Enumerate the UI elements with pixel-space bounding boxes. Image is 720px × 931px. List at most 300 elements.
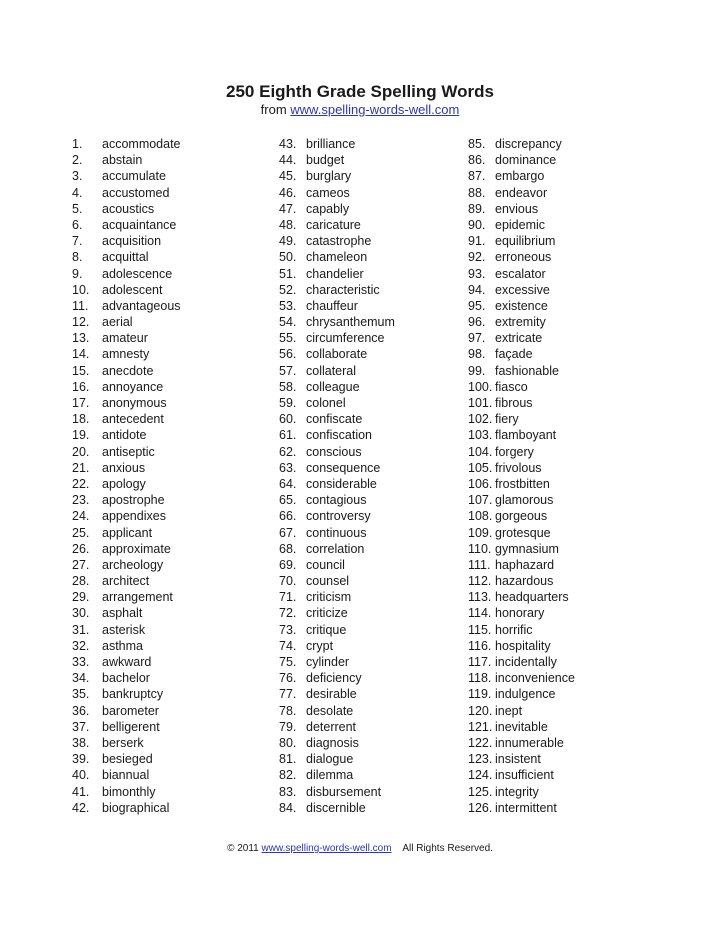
footer-rights: All Rights Reserved.: [402, 843, 493, 854]
word-list-item: [72, 686, 272, 702]
word-number: 60.: [279, 412, 297, 427]
word-list-item: [279, 719, 479, 735]
word-number: 35.: [72, 687, 90, 702]
spelling-word: glamorous: [495, 493, 554, 508]
spelling-word: asthma: [102, 638, 143, 653]
word-number: 11.: [72, 298, 89, 313]
spelling-word: confiscate: [306, 412, 363, 427]
word-list-item: [279, 217, 479, 233]
word-list-item: [468, 363, 668, 379]
spelling-word: asterisk: [102, 622, 146, 637]
spelling-word: characteristic: [306, 282, 380, 297]
word-list-item: [72, 152, 272, 168]
spelling-word: burglary: [306, 169, 352, 184]
spelling-word: anecdote: [102, 363, 154, 378]
source-link[interactable]: www.spelling-words-well.com: [290, 102, 460, 117]
spelling-word: innumerable: [495, 735, 564, 750]
word-number: 22.: [72, 476, 90, 491]
spelling-word: acquaintance: [102, 217, 177, 232]
word-list-item: [279, 605, 479, 621]
word-number: 121.: [468, 719, 493, 734]
word-list-item: [468, 670, 668, 686]
spelling-word: desolate: [306, 703, 354, 718]
word-number: 122.: [468, 735, 493, 750]
subtitle-prefix: from: [260, 102, 291, 117]
word-number: 108.: [468, 509, 493, 524]
spelling-word: integrity: [495, 784, 539, 799]
word-number: 113.: [468, 590, 492, 605]
word-list-item: [279, 638, 479, 654]
word-list-item: [468, 541, 668, 557]
word-number: 91.: [468, 234, 486, 249]
word-number: 61.: [279, 428, 297, 443]
word-list-item: [468, 395, 668, 411]
word-number: 62.: [279, 444, 297, 459]
word-list-item: [279, 266, 479, 282]
word-number: 52.: [279, 282, 297, 297]
word-number: 38.: [72, 735, 90, 750]
word-list-item: [468, 622, 668, 638]
word-list-item: [468, 168, 668, 184]
word-number: 46.: [279, 185, 297, 200]
spelling-word: discrepancy: [495, 137, 562, 151]
spelling-word: contagious: [306, 493, 367, 508]
spelling-word: flamboyant: [495, 428, 557, 443]
spelling-word: apostrophe: [102, 493, 165, 508]
word-number: 21.: [72, 460, 90, 475]
word-list-item: [72, 605, 272, 621]
spelling-word: existence: [495, 298, 548, 313]
word-list-item: [72, 427, 272, 443]
spelling-word: colonel: [306, 396, 346, 410]
word-number: 118.: [468, 671, 492, 686]
word-list-item: [72, 573, 272, 589]
word-list-item: [279, 573, 479, 589]
word-list-item: [72, 476, 272, 492]
spelling-word: dialogue: [306, 752, 354, 767]
spelling-word: extremity: [495, 315, 546, 330]
word-list-item: [468, 476, 668, 492]
word-number: 88.: [468, 185, 486, 200]
word-list-item: [279, 767, 479, 783]
word-list-item: [279, 525, 479, 541]
word-number: 85.: [468, 137, 486, 151]
word-list-item: [468, 751, 668, 767]
word-list-item: [468, 686, 668, 702]
spelling-word: disbursement: [306, 784, 382, 799]
spelling-word: envious: [495, 201, 539, 216]
spelling-word: counsel: [306, 574, 350, 589]
spelling-word: insufficient: [495, 768, 554, 783]
word-list-item: [72, 784, 272, 800]
spelling-word: chameleon: [306, 250, 368, 265]
word-number: 125.: [468, 784, 493, 799]
word-number: 80.: [279, 735, 297, 750]
word-number: 1.: [72, 137, 83, 151]
word-number: 95.: [468, 298, 486, 313]
spelling-word: belligerent: [102, 719, 160, 734]
spelling-word: critique: [306, 622, 347, 637]
page-subtitle: [0, 102, 720, 118]
word-number: 26.: [72, 541, 90, 556]
word-number: 16.: [72, 379, 90, 394]
spelling-word: colleague: [306, 379, 360, 394]
word-number: 58.: [279, 379, 297, 394]
spelling-word: inevitable: [495, 719, 548, 734]
spelling-word: fibrous: [495, 396, 533, 410]
spelling-word: deficiency: [306, 671, 362, 686]
word-number: 87.: [468, 169, 486, 184]
page-title: 250 Eighth Grade Spelling Words: [226, 82, 494, 101]
word-number: 48.: [279, 217, 297, 232]
word-list-item: [468, 152, 668, 168]
word-number: 116.: [468, 638, 492, 653]
word-number: 94.: [468, 282, 486, 297]
word-list-item: [279, 379, 479, 395]
word-list-item: [468, 282, 668, 298]
spelling-word: frostbitten: [495, 476, 550, 491]
spelling-word: budget: [306, 153, 345, 168]
word-number: 14.: [72, 347, 90, 362]
word-number: 111.: [468, 557, 491, 572]
word-number: 123.: [468, 752, 493, 767]
word-number: 7.: [72, 234, 83, 249]
word-list-item: [468, 185, 668, 201]
spelling-word: architect: [102, 574, 150, 589]
spelling-word: dominance: [495, 153, 557, 168]
word-list-item: [468, 654, 668, 670]
word-number: 3.: [72, 169, 83, 184]
spelling-word: correlation: [306, 541, 365, 556]
word-list-item: [468, 346, 668, 362]
word-list-item: [279, 703, 479, 719]
word-number: 104.: [468, 444, 493, 459]
spelling-word: horrific: [495, 622, 533, 637]
spelling-word: bankruptcy: [102, 687, 164, 702]
word-number: 79.: [279, 719, 297, 734]
word-list-item: [279, 444, 479, 460]
word-list-item: [279, 314, 479, 330]
spelling-word: incidentally: [495, 655, 557, 669]
word-list-item: [72, 557, 272, 573]
footer-link[interactable]: www.spelling-words-well.com: [261, 843, 392, 854]
spelling-word: inconvenience: [495, 671, 575, 686]
word-list-item: [279, 508, 479, 524]
spelling-word: criticize: [306, 606, 348, 621]
word-list-item: [468, 266, 668, 282]
word-list-item: [468, 330, 668, 346]
word-number: 49.: [279, 234, 297, 249]
word-number: 90.: [468, 217, 486, 232]
word-list-item: [72, 136, 272, 152]
spelling-word: adolescence: [102, 266, 173, 281]
word-list-item: [72, 703, 272, 719]
spelling-word: grotesque: [495, 525, 551, 540]
word-list-item: [72, 622, 272, 638]
spelling-word: criticism: [306, 590, 352, 605]
spelling-word: antidote: [102, 428, 147, 443]
spelling-word: insistent: [495, 752, 541, 767]
word-list-item: [72, 751, 272, 767]
spelling-word: epidemic: [495, 217, 546, 232]
spelling-word: asphalt: [102, 606, 143, 621]
word-column-2: [279, 136, 479, 816]
word-number: 74.: [279, 638, 297, 653]
spelling-word: chauffeur: [306, 298, 358, 313]
word-number: 53.: [279, 298, 297, 313]
spelling-word: anonymous: [102, 396, 167, 410]
spelling-word: fashionable: [495, 363, 559, 378]
word-number: 34.: [72, 671, 90, 686]
word-number: 15.: [72, 363, 90, 378]
spelling-word: amnesty: [102, 347, 150, 362]
spelling-word: hazardous: [495, 574, 554, 589]
word-list-item: [279, 800, 479, 816]
spelling-word: antiseptic: [102, 444, 155, 459]
word-list-item: [279, 735, 479, 751]
word-list-item: [72, 379, 272, 395]
word-number: 30.: [72, 606, 90, 621]
spelling-word: biannual: [102, 768, 150, 783]
word-number: 78.: [279, 703, 297, 718]
word-list-item: [72, 298, 272, 314]
word-number: 23.: [72, 493, 90, 508]
word-number: 67.: [279, 525, 297, 540]
spelling-word: consequence: [306, 460, 381, 475]
word-number: 93.: [468, 266, 486, 281]
word-list-item: [468, 427, 668, 443]
word-number: 24.: [72, 509, 90, 524]
word-list-item: [72, 330, 272, 346]
word-number: 110.: [468, 541, 492, 556]
word-number: 17.: [72, 396, 90, 410]
word-column-3: [468, 136, 668, 816]
word-list-item: [468, 703, 668, 719]
word-number: 117.: [468, 655, 492, 669]
word-number: 39.: [72, 752, 90, 767]
word-list-item: [279, 670, 479, 686]
spelling-word: arrangement: [102, 590, 173, 605]
spelling-word: endeavor: [495, 185, 548, 200]
spelling-word: capably: [306, 201, 350, 216]
word-list-item: [468, 314, 668, 330]
word-number: 36.: [72, 703, 90, 718]
word-list-item: [279, 751, 479, 767]
word-number: 72.: [279, 606, 297, 621]
spelling-word: fiasco: [495, 379, 528, 394]
word-number: 19.: [72, 428, 90, 443]
spelling-word: caricature: [306, 217, 361, 232]
spelling-word: advantageous: [102, 298, 181, 313]
word-list-item: [468, 201, 668, 217]
word-list-item: [279, 492, 479, 508]
spelling-word: collaborate: [306, 347, 368, 362]
word-list-item: [72, 363, 272, 379]
word-number: 98.: [468, 347, 486, 362]
spelling-word: cylinder: [306, 655, 350, 669]
word-list-item: [279, 622, 479, 638]
word-list-item: [279, 589, 479, 605]
spelling-word: circumference: [306, 331, 385, 346]
spelling-word: considerable: [306, 476, 377, 491]
word-list-item: [468, 233, 668, 249]
word-list-item: [468, 557, 668, 573]
word-number: 28.: [72, 574, 90, 589]
word-list-item: [468, 525, 668, 541]
spelling-word: headquarters: [495, 590, 569, 605]
word-number: 64.: [279, 476, 297, 491]
word-number: 25.: [72, 525, 90, 540]
spelling-word: acquisition: [102, 234, 162, 249]
footer-copyright: © 2011: [227, 843, 259, 854]
word-list-item: [279, 185, 479, 201]
word-number: 54.: [279, 315, 297, 330]
word-list-item: [72, 282, 272, 298]
word-number: 114.: [468, 606, 492, 621]
word-list-item: [279, 395, 479, 411]
spelling-word: annoyance: [102, 379, 164, 394]
word-number: 69.: [279, 557, 297, 572]
word-number: 115.: [468, 622, 492, 637]
word-number: 105.: [468, 460, 493, 475]
word-number: 18.: [72, 412, 90, 427]
word-number: 66.: [279, 509, 297, 524]
word-list-item: [72, 168, 272, 184]
word-list-item: [279, 282, 479, 298]
word-number: 103.: [468, 428, 493, 443]
word-list-item: [72, 314, 272, 330]
spelling-word: catastrophe: [306, 234, 372, 249]
word-list-item: [72, 185, 272, 201]
spelling-word: chandelier: [306, 266, 364, 281]
word-list-item: [72, 444, 272, 460]
word-list-item: [72, 525, 272, 541]
word-number: 76.: [279, 671, 297, 686]
spelling-word: dilemma: [306, 768, 354, 783]
word-number: 44.: [279, 153, 297, 168]
word-list-item: [72, 233, 272, 249]
spelling-word: escalator: [495, 266, 546, 281]
word-list-item: [72, 249, 272, 265]
spelling-word: confiscation: [306, 428, 373, 443]
word-number: 68.: [279, 541, 297, 556]
word-number: 82.: [279, 768, 297, 783]
word-list-item: [468, 735, 668, 751]
word-number: 96.: [468, 315, 486, 330]
word-number: 59.: [279, 396, 297, 410]
word-list-item: [72, 460, 272, 476]
word-list-item: [279, 427, 479, 443]
spelling-word: fiery: [495, 412, 519, 427]
word-number: 112.: [468, 574, 492, 589]
spelling-word: forgery: [495, 444, 534, 459]
word-number: 32.: [72, 638, 90, 653]
word-list-item: [279, 168, 479, 184]
spelling-word: accumulate: [102, 169, 166, 184]
spelling-word: embargo: [495, 169, 545, 184]
spelling-word: chrysanthemum: [306, 315, 395, 330]
word-number: 41.: [72, 784, 90, 799]
word-number: 89.: [468, 201, 486, 216]
word-number: 65.: [279, 493, 297, 508]
word-number: 119.: [468, 687, 492, 702]
word-list-item: [72, 719, 272, 735]
word-number: 10.: [72, 282, 90, 297]
page-header: [0, 82, 720, 118]
word-list-item: [279, 557, 479, 573]
spelling-word: biographical: [102, 800, 170, 815]
word-number: 55.: [279, 331, 297, 346]
word-list-item: [468, 492, 668, 508]
spelling-word: haphazard: [495, 557, 555, 572]
word-number: 29.: [72, 590, 90, 605]
word-list-item: [279, 476, 479, 492]
word-number: 99.: [468, 363, 486, 378]
word-number: 126.: [468, 800, 493, 815]
word-number: 75.: [279, 655, 297, 669]
word-list-item: [279, 233, 479, 249]
word-list-item: [72, 201, 272, 217]
word-number: 13.: [72, 331, 90, 346]
spelling-word: erroneous: [495, 250, 552, 265]
spelling-word: acquittal: [102, 250, 149, 265]
word-list-item: [279, 411, 479, 427]
word-list-item: [468, 249, 668, 265]
spelling-word: indulgence: [495, 687, 556, 702]
word-number: 5.: [72, 201, 83, 216]
word-list-item: [468, 767, 668, 783]
word-number: 81.: [279, 752, 297, 767]
word-list-item: [279, 363, 479, 379]
spelling-word: berserk: [102, 735, 144, 750]
word-number: 70.: [279, 574, 297, 589]
word-number: 63.: [279, 460, 297, 475]
word-number: 73.: [279, 622, 297, 637]
spelling-word: apology: [102, 476, 146, 491]
spelling-word: besieged: [102, 752, 153, 767]
word-list-item: [468, 784, 668, 800]
word-number: 47.: [279, 201, 297, 216]
word-list-item: [468, 298, 668, 314]
word-list-item: [72, 735, 272, 751]
spelling-word: council: [306, 557, 345, 572]
spelling-word: controversy: [306, 509, 371, 524]
word-list-item: [279, 686, 479, 702]
word-list-item: [468, 589, 668, 605]
spelling-word: continuous: [306, 525, 367, 540]
word-number: 97.: [468, 331, 486, 346]
spelling-word: archeology: [102, 557, 164, 572]
word-number: 109.: [468, 525, 493, 540]
word-number: 56.: [279, 347, 297, 362]
word-number: 71.: [279, 590, 297, 605]
word-list-item: [468, 379, 668, 395]
word-number: 6.: [72, 217, 83, 232]
word-number: 120.: [468, 703, 493, 718]
word-list-item: [468, 800, 668, 816]
word-list-item: [72, 638, 272, 654]
word-list-item: [468, 411, 668, 427]
spelling-word: hospitality: [495, 638, 551, 653]
spelling-word: excessive: [495, 282, 550, 297]
word-number: 8.: [72, 250, 83, 265]
word-list-item: [468, 217, 668, 233]
word-list-item: [468, 460, 668, 476]
word-number: 42.: [72, 800, 90, 815]
spelling-word: gorgeous: [495, 509, 548, 524]
spelling-word: desirable: [306, 687, 357, 702]
spelling-word: acoustics: [102, 201, 155, 216]
